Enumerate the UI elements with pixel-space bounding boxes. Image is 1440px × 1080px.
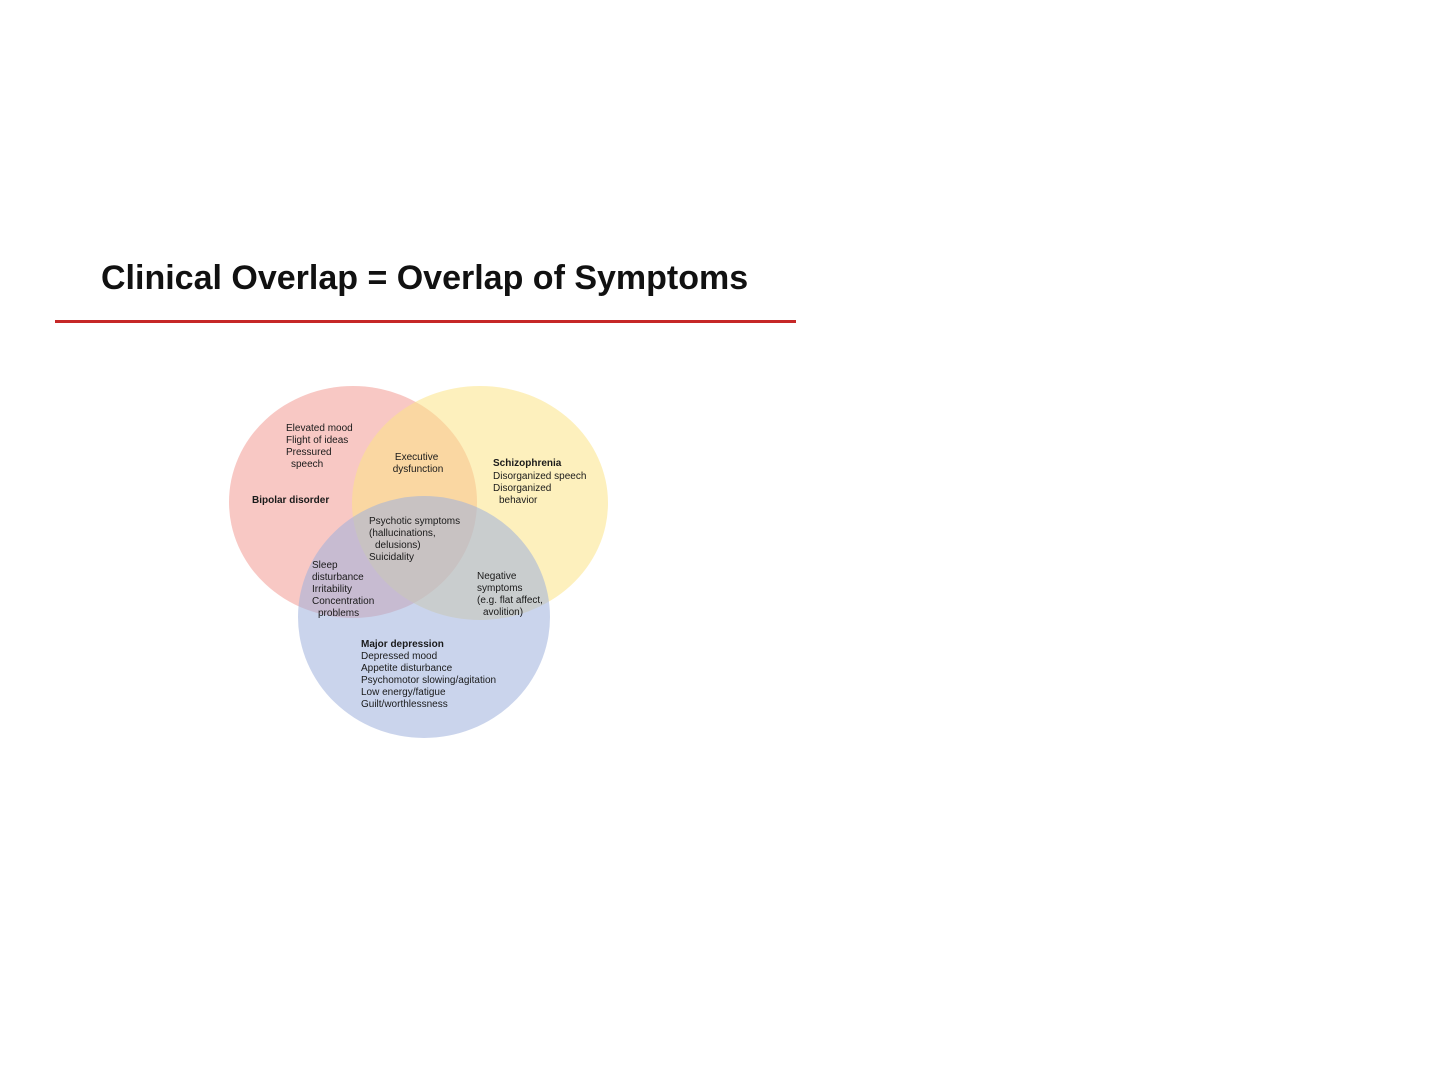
schizophrenia-symptom-line: Disorganized: [493, 483, 552, 494]
depression-symptom-line: Low energy/fatigue: [361, 687, 446, 698]
overlap-line: symptoms: [477, 583, 523, 594]
overlap-line: Sleep: [312, 560, 338, 571]
bipolar-symptom-line: speech: [291, 459, 324, 470]
bipolar-symptom-line: Elevated mood: [286, 423, 353, 434]
overlap-line: delusions): [375, 540, 421, 551]
depression-symptom-line: Psychomotor slowing/agitation: [361, 675, 497, 686]
overlap-line: Irritability: [312, 584, 353, 595]
bipolar-symptom-line: Pressured: [286, 447, 332, 458]
depression-symptom-line: Appetite disturbance: [361, 663, 453, 674]
overlap-line: (e.g. flat affect,: [477, 595, 543, 606]
overlap-line: Executive: [394, 452, 439, 463]
depression-symptom-line: Depressed mood: [361, 651, 438, 662]
overlap-line: problems: [318, 608, 360, 619]
major-depression-label: Major depression: [361, 639, 444, 650]
overlap-line: Suicidality: [369, 552, 415, 563]
schizophrenia-label: Schizophrenia: [493, 458, 562, 469]
overlap-line: Concentration: [312, 596, 375, 607]
schizophrenia-symptom-line: behavior: [499, 495, 538, 506]
overlap-line: Negative: [477, 571, 517, 582]
overlap-line: disturbance: [312, 572, 364, 583]
depression-symptom-line: Guilt/worthlessness: [361, 699, 448, 710]
overlap-line: (hallucinations,: [369, 528, 436, 539]
bipolar-disorder-label: Bipolar disorder: [252, 495, 330, 506]
overlap-line: dysfunction: [392, 464, 444, 475]
bipolar-symptom-line: Flight of ideas: [286, 435, 349, 446]
overlap-line: Psychotic symptoms: [369, 516, 461, 527]
overlap-line: avolition): [483, 607, 524, 618]
bipolar-schizophrenia-overlap: [393, 452, 444, 475]
schizophrenia-symptom-line: Disorganized speech: [493, 471, 587, 482]
slide-title: Clinical Overlap = Overlap of Symptoms: [101, 259, 749, 297]
